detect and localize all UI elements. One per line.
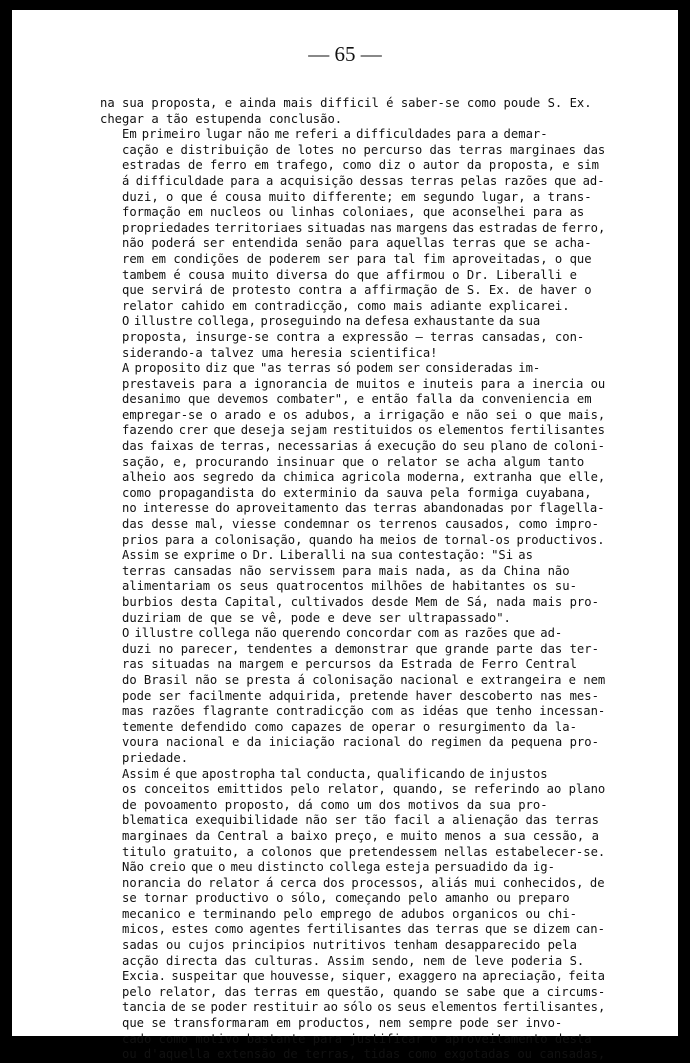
- body-text: [100, 96, 605, 1063]
- text-line: Assim se exprime o Dr. Liberalli na sua contestação: "Si as: [122, 548, 533, 563]
- page-number: — 65 —: [308, 42, 382, 66]
- text-line: pode ser facilmente adquirida, pretende haver descoberto nas mes-: [122, 688, 599, 703]
- paragraph: [100, 767, 605, 861]
- paragraph: [100, 96, 605, 127]
- text-line: cação e distribuição de lotes no percurso das terras marginaes das: [122, 142, 606, 157]
- text-line: ou d'aquella extensão de terras, tidas como exgotadas ou cansadas,: [122, 1047, 606, 1062]
- text-line: blematica exequibilidade não ser tão facil a alienação das terras: [122, 813, 599, 828]
- text-line: que servirá de protesto contra a affirmação de S. Ex. de haver o: [122, 283, 592, 298]
- text-line: se tornar productivo o sólo, começando pelo amanho ou preparo: [122, 891, 570, 906]
- paragraph: [100, 361, 605, 548]
- text-line: duzi no parecer, tendentes a demonstrar que grande parte das ter-: [122, 641, 599, 656]
- text-line: burbios desta Capital, cultivados desde Mem de Sá, nada mais pro-: [122, 595, 599, 609]
- text-line: de povoamento proposto, dá como um dos motivos da sua pro-: [122, 797, 548, 812]
- text-line: duzi, o que é cousa muito differente; em segundo lugar, a trans-: [122, 189, 592, 204]
- text-line: proposta, insurge-se contra a expressão — terras cansadas, con-: [122, 329, 585, 344]
- text-line: ras situadas na margem e percursos da Estrada de Ferro Central: [122, 657, 577, 672]
- text-line: marginaes da Central a baixo preço, e muito menos a sua cessão, a: [122, 828, 599, 843]
- text-line: micos, estes como agentes fertilisantes das terras que se dizem can-: [122, 922, 605, 937]
- text-line: prios para a colonisação, quando ha meios de tornal-os productivos.: [122, 532, 605, 547]
- paragraph: [100, 314, 605, 361]
- text-line: mas razões flagrante contradicção com as idéas que tenho incessan-: [122, 704, 606, 719]
- text-line: duziriam de que se vê, pode e deve ser ultrapassado".: [122, 610, 511, 625]
- text-line: formação em nucleos ou linhas coloniaes, que aconselhei para as: [122, 205, 585, 220]
- text-line: voura nacional e da iniciação racional do regimen da pequena pro-: [122, 735, 599, 750]
- paragraph: [100, 626, 605, 766]
- text-line: tambem é cousa muito diversa do que affirmou o Dr. Liberalli e: [122, 267, 577, 282]
- text-line: não poderá ser entendida senão para aquellas terras que se acha-: [122, 236, 592, 251]
- text-line: desanimo que devemos combater", e então falla da conveniencia em: [122, 392, 592, 407]
- paragraph: [100, 127, 605, 314]
- text-line: das desse mal, viesse condemnar os terrenos causados, como impro-: [122, 517, 599, 532]
- text-line: sadas ou cujos principios nutritivos tenham desapparecido pela: [122, 938, 577, 953]
- text-line: das faixas de terras, necessarias á execução do seu plano de coloni-: [122, 439, 605, 454]
- text-line: á difficuldade para a acquisição dessas terras pelas razões que ad-: [122, 173, 605, 188]
- text-line: alimentariam os seus quatrocentos milhões de habitantes os su-: [122, 579, 577, 594]
- text-line: Em primeiro lugar não me referi a difficuldades para a demar-: [122, 127, 548, 142]
- text-line: na sua proposta, e ainda mais difficil é saber-se como poude S. Ex.: [100, 96, 592, 110]
- paragraph: [100, 548, 605, 626]
- text-line: os conceitos emittidos pelo relator, quando, se referindo ao plano: [122, 782, 606, 797]
- text-line: titulo gratuito, a colonos que pretendessem nellas estabelecer-se.: [122, 844, 606, 859]
- text-line: O illustre collega não querendo concordar com as razões que ad-: [122, 626, 563, 641]
- text-line: chegar a tão estupenda conclusão.: [100, 111, 343, 126]
- text-line: mecanico e terminando pelo emprego de adubos organicos ou chi-: [122, 906, 577, 921]
- text-line: que se transformaram em productos, nem sempre pode ser invo-: [122, 1016, 563, 1031]
- paragraph: [100, 860, 605, 1063]
- page-sheet: [12, 10, 678, 1062]
- text-line: Excia. suspeitar que houvesse, siquer, exaggero na apreciação, feita: [122, 969, 605, 984]
- text-line: do Brasil não se presta á colonisação nacional e extrangeira e nem: [122, 672, 606, 687]
- text-line: pelo relator, das terras em questão, quando se sabe que a circums-: [122, 984, 606, 999]
- text-line: tancia de se poder restituir ao sólo os seus elementos fertilisantes,: [122, 1000, 606, 1015]
- text-line: cado como motivo bastante para justificar o aproveitamento desta: [122, 1031, 592, 1046]
- text-line: terras cansadas não servissem para mais nada, as da China não: [122, 563, 570, 578]
- text-line: como propagandista do exterminio da sauva pela formiga cuyabana,: [122, 485, 592, 500]
- text-line: fazendo crer que deseja sejam restituidos os elementos fertilisantes: [122, 423, 605, 438]
- text-line: sação, e, procurando insinuar que o relator se acha algum tanto: [122, 454, 585, 469]
- text-line: alheio aos segredo da chimica agricola moderna, extranha que elle,: [122, 470, 606, 485]
- text-line: relator cahido em contradicção, como mais adiante explicarei.: [122, 298, 570, 313]
- text-line: priedade.: [122, 750, 189, 765]
- text-line: O illustre collega, proseguindo na defesa exhaustante da sua: [122, 314, 541, 329]
- text-line: prestaveis para a ignorancia de muitos e inuteis para a inercia ou: [122, 376, 606, 391]
- text-line: propriedades territoriaes situadas nas margens das estradas de ferro,: [122, 220, 606, 235]
- text-line: estradas de ferro em trafego, como diz o autor da proposta, e sim: [122, 158, 599, 173]
- text-line: A proposito diz que "as terras só podem ser consideradas im-: [122, 361, 541, 376]
- text-line: norancia do relator á cerca dos processos, aliás mui conhecidos, de: [122, 875, 605, 890]
- text-line: no interesse do aproveitamento das terras abandonadas por flagella-: [122, 501, 605, 516]
- text-line: rem em condições de poderem ser para tal fim aproveitadas, o que: [122, 251, 592, 266]
- text-line: Assim é que apostropha tal conducta, qualificando de injustos: [122, 766, 548, 781]
- text-line: empregar-se o arado e os adubos, a irrigação e não sei o que mais,: [122, 407, 606, 422]
- text-line: siderando-a talvez uma heresia scientifica!: [122, 345, 438, 360]
- text-line: Não creio que o meu distincto collega esteja persuadido da ig-: [122, 860, 555, 875]
- text-line: acção directa das culturas. Assim sendo, nem de leve poderia S.: [122, 953, 585, 968]
- text-line: temente defendido como capazes de operar o resurgimento da la-: [122, 719, 577, 734]
